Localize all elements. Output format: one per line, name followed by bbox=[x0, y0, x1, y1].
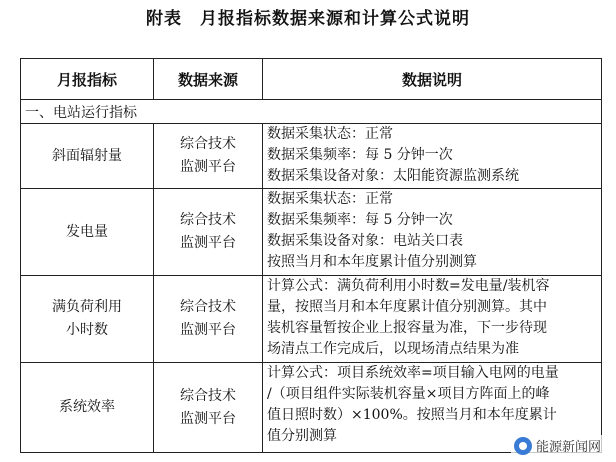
indicator-line: 满负荷利用 bbox=[52, 299, 122, 315]
indicator-cell bbox=[21, 124, 154, 189]
indicator-line: 发电量 bbox=[66, 223, 108, 240]
watermark-text: 能源新闻网 bbox=[535, 440, 601, 455]
header-source: 数据来源 bbox=[154, 59, 263, 100]
indicator-cell bbox=[21, 276, 154, 363]
description-line: /（项目组件实际装机容量×项目方阵面上的峰 bbox=[267, 386, 550, 402]
indicator-cell bbox=[21, 363, 154, 453]
description-line: 值日照时数）×100%。按照当月和本年度累计 bbox=[267, 407, 557, 423]
description-line: 装机容量暂按企业上报容量为准，下一步待现 bbox=[267, 320, 547, 336]
description-line: 值分别测算 bbox=[267, 428, 337, 444]
description-line: 数据采集频率：每 5 分钟一次 bbox=[267, 147, 453, 163]
indicator-table-container bbox=[20, 58, 601, 453]
table-row bbox=[21, 276, 602, 363]
indicator-cell bbox=[21, 189, 154, 276]
table-row bbox=[21, 189, 602, 276]
news-logo-icon bbox=[514, 437, 532, 455]
source-line: 综合技术 bbox=[180, 387, 236, 404]
section-row bbox=[21, 100, 602, 124]
description-line: 数据采集设备对象：太阳能资源监测系统 bbox=[267, 168, 519, 184]
source-line: 综合技术 bbox=[180, 299, 236, 315]
source-line: 综合技术 bbox=[180, 212, 236, 228]
indicator-line: 斜面辐射量 bbox=[52, 147, 122, 164]
source-cell bbox=[154, 189, 263, 276]
indicator-table bbox=[20, 58, 602, 453]
source-line: 综合技术 bbox=[180, 136, 236, 152]
source-line: 监测平台 bbox=[180, 322, 236, 338]
description-line: 计算公式：满负荷利用小时数=发电量/装机容 bbox=[267, 278, 550, 294]
description-cell bbox=[263, 189, 602, 276]
description-line: 计算公式：项目系统效率=项目输入电网的电量 bbox=[267, 365, 559, 381]
description-cell bbox=[263, 276, 602, 363]
header-description: 数据说明 bbox=[263, 59, 602, 100]
indicator-line: 小时数 bbox=[66, 322, 108, 338]
description-line: 数据采集状态：正常 bbox=[267, 126, 393, 142]
source-cell bbox=[154, 124, 263, 189]
source-line: 监测平台 bbox=[180, 235, 236, 251]
description-line: 数据采集设备对象：电站关口表 bbox=[267, 233, 463, 249]
watermark bbox=[511, 435, 604, 456]
description-cell bbox=[263, 124, 602, 189]
table-row bbox=[21, 124, 602, 189]
source-line: 监测平台 bbox=[180, 410, 236, 427]
description-line: 按照当月和本年度累计值分别测算 bbox=[267, 254, 477, 270]
source-cell bbox=[154, 363, 263, 453]
source-line: 监测平台 bbox=[180, 159, 236, 175]
table-header-row bbox=[21, 59, 602, 100]
description-line: 数据采集频率：每 5 分钟一次 bbox=[267, 212, 453, 228]
description-line: 数据采集状态：正常 bbox=[267, 191, 393, 207]
description-line: 量，按照当月和本年度累计值分别测算。其中 bbox=[267, 299, 547, 315]
indicator-line: 系统效率 bbox=[59, 399, 115, 415]
header-indicator: 月报指标 bbox=[21, 59, 154, 100]
source-cell bbox=[154, 276, 263, 363]
section-title: 一、电站运行指标 bbox=[21, 100, 602, 124]
page-title: 附表 月报指标数据来源和计算公式说明 bbox=[146, 9, 470, 29]
description-line: 场清点工作完成后，以现场清点结果为准 bbox=[267, 341, 519, 357]
